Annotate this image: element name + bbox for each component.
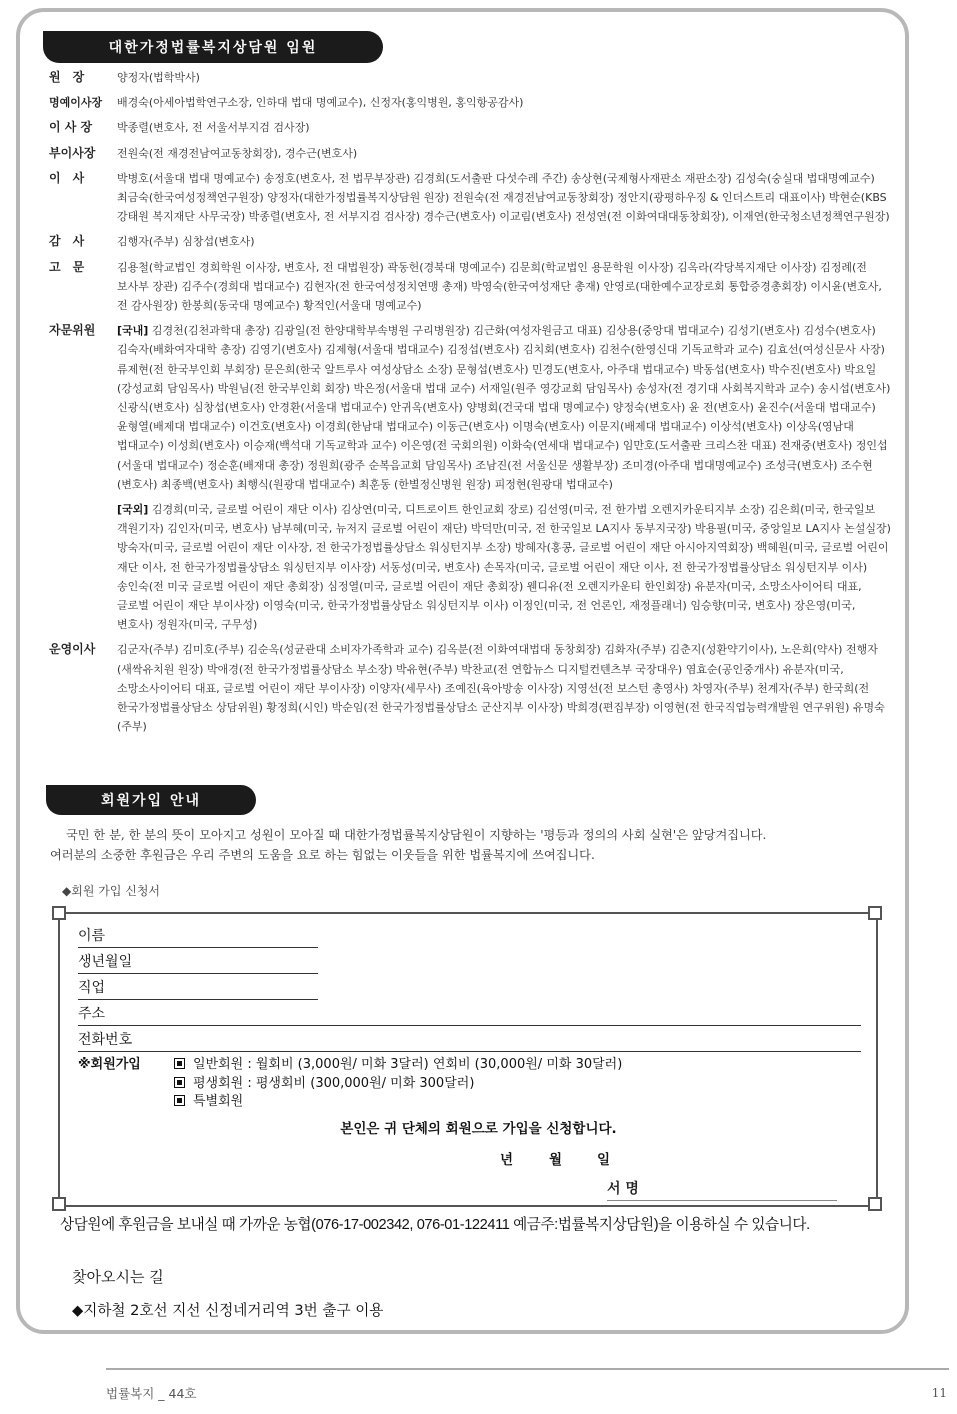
role-label: 자문위원 xyxy=(49,323,96,338)
role-label: 운영이사 xyxy=(49,642,96,657)
corner-ornament xyxy=(52,1197,66,1211)
roster-row xyxy=(49,144,894,163)
footer-rule xyxy=(106,1368,949,1370)
directions-detail: ◆지하철 2호선 지선 신정네거리역 3번 출구 이용 xyxy=(72,1302,384,1319)
roster-row xyxy=(49,93,894,112)
birthdate-field[interactable]: 생년월일 xyxy=(78,951,318,974)
advisors-overseas xyxy=(117,500,894,634)
phone-field[interactable]: 전화번호 xyxy=(78,1029,861,1052)
overseas-list: 김경희(미국, 글로벌 어린이 재단 이사) 김상연(미국, 디트로이트 한인교회 장로) 김선영(미국, 전 한가법 오렌지카운티지부 소장) 김은희(미국, 한국일보 객원기자) 김인자(미국, 변호사) 남부혜(미국, 뉴저지 글로벌 어린이 재단) 박덕만(미국, 전 한국일보 LA지사 동부지국장) 박용필(미국, 중앙일보 LA지사 논설실장) 방숙자(미국, 글로벌 어린이 재단 이사장, 전 한국가정법률상담소 워싱턴지부 소장) 방혜자(홍콩, 글로벌 어린이 재단 아시아지역회장) 백혜원(미국, 글로벌 어린이 재단 이사, 전 한국가정법률상담소 워싱턴지부 이사장) 서동성(미국, 변호사) 손목자(미국, 글로벌 어린이 재단 이사, 전 한국가정법률상담소 워싱턴지부 이사) 송인숙(전 미국 글로벌 어린이 재단 총회장) 심정열(미국, 글로벌 어린이 재단 총회장) 웬디유(전 오렌지카운티 한인회장) 유분자(미국, 소망소사이어티 대표, 글로벌 어린이 재단 부이사장) 이영숙(미국, 한국가정법률상담소 워싱턴지부 이사) 이정인(미국, 전 언론인, 재정플래너) 임승향(미국, 변호사) 장은영(미국, 변호사) 정원자(미국, 구무성) xyxy=(117,503,891,632)
role-members: 박병호(서울대 법대 명예교수) 송정호(변호사, 전 법무부장관) 김경희(도서출판 다섯수레 주간) 송상현(국제형사재판소 재판소장) 김성숙(숭실대 법대명예교수) 최금숙(한국여성정책연구원장) 양정자(대한가정법률복지상담원 원장) 전원숙(전 재경전남여교동창회장) 정안지(광평하우징 & 인더스트리 대표이사) 박현순(KBS 강태원 복지재단 사무국장) 박종렬(변호사, 전 서부지검 검사장) 경수근(변호사) 이교림(변호사) 전성연(전 이화여대대동창회장), 이재연(한국청소년정책연구원장) xyxy=(117,171,890,224)
date-year[interactable]: 년 xyxy=(500,1152,514,1168)
date-day[interactable]: 일 xyxy=(597,1152,611,1168)
plan-option-label: 일반회원 : 월회비 (3,000원/ 미화 3달러) 연회비 (30,000원/ 미화 30달러) xyxy=(193,1057,623,1072)
directions-title: 찾아오시는 길 xyxy=(72,1268,164,1286)
page-number: 11 xyxy=(931,1386,947,1400)
overseas-tag: [국외] xyxy=(117,503,149,517)
donation-bank-note: 상담원에 후원금을 보내실 때 가까운 농협(076-17-002342, 076-01-122411 예금주:법률복지상담원)을 이용하실 수 있습니다. xyxy=(60,1217,810,1233)
roster-row xyxy=(49,321,894,634)
role-members: 전원숙(전 재경전남여교동창회장), 경수근(변호사) xyxy=(117,146,358,160)
membership-title: 회원가입 안내 xyxy=(46,785,256,815)
role-members: 김군자(주부) 김미호(주부) 김순옥(성균관대 소비자가족학과 교수) 김옥분(전 이화여대법대 동창회장) 김화자(주부) 김춘지(성환약기이사), 노은희(약사) 전행자(새싹유치원 원장) 박애경(전 한국가정법률상담소 부소장) 박유현(주부) 박찬교(전 연합뉴스 디지털컨텐츠부 국장대우) 염효순(공인중개사) 유분자(미국, 소망소사이어티 대표, 글로벌 어린이 재단 부이사장) 이양자(세무사) 조예진(육아방송 이사장) 지영선(전 보스턴 총영사) 차영자(주부) 천계자(주부) 한국희(전 한국가정법률상담소 상담위원) 황정희(시인) 박순임(전 한국가정법률상담소 군산지부 이사장) 박희경(편집부장) 이영현(전 한국직업능력개발원 연구위원) 유명숙(주부) xyxy=(117,643,885,734)
membership-intro xyxy=(50,825,895,865)
intro-line: 여러분의 소중한 후원금은 우리 주변의 도움을 요로 하는 힘없는 이웃들을 위한 법률복지에 쓰여집니다. xyxy=(50,848,595,862)
role-label: 이 사 xyxy=(49,170,85,185)
signature-field[interactable]: 서 명 xyxy=(607,1178,837,1201)
plan-option-regular[interactable] xyxy=(174,1056,622,1075)
role-members: 김용철(학교법인 경희학원 이사장, 변호사, 전 대법원장) 곽동헌(경북대 명예교수) 김문희(학교법인 용문학원 이사장) 김옥라(각당복지재단 이사장) 김정례(전 보사부 장관) 김주수(경희대 법대교수) 김현자(전 한국여성정치연맹 총재) 박영숙(한국여성재단 총재) 안영로(대한예수교장로회 통합증경총회장) 이시윤(변호사, 전 감사원장) 한봉희(동국대 명예교수) 황적인(서울대 명예교수) xyxy=(117,260,882,313)
roster-row xyxy=(49,68,894,87)
checkbox-icon[interactable] xyxy=(174,1077,185,1088)
checkbox-icon[interactable] xyxy=(174,1058,185,1069)
role-members: 박종렬(변호사, 전 서울서부지검 검사장) xyxy=(117,121,310,135)
role-label: 고 문 xyxy=(49,259,85,274)
roster-row xyxy=(49,258,894,316)
officers-roster xyxy=(49,68,894,737)
roster-row xyxy=(49,640,894,736)
corner-ornament xyxy=(52,906,66,920)
corner-ornament xyxy=(868,906,882,920)
plan-options xyxy=(174,1056,622,1112)
role-label: 명예이사장 xyxy=(49,96,103,110)
role-label: 부이사장 xyxy=(49,145,96,160)
role-label: 원 장 xyxy=(49,70,85,84)
roster-row xyxy=(49,169,894,227)
checkbox-icon[interactable] xyxy=(174,1095,185,1106)
officers-title: 대한가정법률복지상담원 임원 xyxy=(43,31,383,63)
role-label: 이 사 장 xyxy=(49,120,93,135)
plan-option-special[interactable] xyxy=(174,1093,622,1112)
advisors-domestic xyxy=(117,321,894,494)
role-members: 배경숙(아세아법학연구소장, 인하대 법대 명예교수), 신정자(홍익병원, 홍익항공감사) xyxy=(117,96,524,110)
address-field[interactable]: 주소 xyxy=(78,1003,861,1026)
corner-ornament xyxy=(868,1197,882,1211)
roster-row xyxy=(49,232,894,251)
roster-row xyxy=(49,118,894,137)
domestic-list: 김경천(김천과학대 총장) 김광일(전 한양대학부속병원 구리병원장) 김근화(여성자원금고 대표) 김상용(중앙대 법대교수) 김성기(변호사) 김성수(변호사) 김숙자(배화여자대학 총장) 김영기(변호사) 김제형(서울대 법대교수) 김정섭(변호사) 김치회(변호사) 김천수(한영신대 기독교학과 교수) 김효선(여성신문사 사장) 류제현(전 한국부인회 부회장) 문은희(한국 알트루사 여성상담소 소장) 문형섭(변호사) 민경도(변호사, 아주대 법대교수) 박동섭(변호사) 박수진(변호사) 박요일(강성교회 담임목사) 박원님(전 한국부인회 회장) 박은정(서울대 법대 교수) 서재일(원주 영강교회 담임목사) 송성자(전 경기대 사회복지학과 교수) 송시섭(변호사) 신광식(변호사) 심창섭(변호사) 안경환(서울대 법대교수) 안귀옥(변호사) 양병회(건국대 법대 명예교수) 양정숙(변호사) 윤 전(변호사) 윤진수(서울대 법대교수) 윤형열(배제대 법대교수) 이건호(변호사) 이경희(한남대 법대교수) 이동근(변호사) 이명숙(변호사) 이문지(배제대 법대교수) 이상석(변호사) 이상옥(영남대 법대교수) 이성희(변호사) 이승재(백석대 기독교학과 교수) 이은영(전 국회의원) 이화숙(연세대 법대교수) 임만호(도서출판 크리스찬 대표) 전재중(변호사) 정인섭(서울대 법대교수) 정순훈(배재대 총장) 정원희(광주 순복음교회 담임목사) 조남진(전 서울신문 생활부장) 조미경(아주대 법대명예교수) 조성극(변호사) 조수현(변호사) 최종백(변호사) 최행식(원광대 법대교수) 최훈동 (한별정신병원 원장) 피정현(원광대 법대교수) xyxy=(117,324,891,491)
role-label: 감 사 xyxy=(49,234,85,249)
role-members: 김행자(주부) 심창섭(변호사) xyxy=(117,235,255,249)
plan-option-label: 특별회원 xyxy=(193,1094,244,1109)
plan-option-label: 평생회원 : 평생회비 (300,000원/ 미화 300달러) xyxy=(193,1075,475,1091)
apply-statement: 본인은 귀 단체의 회원으로 가입을 신청합니다. xyxy=(340,1121,617,1137)
form-title: ◆회원 가입 신청서 xyxy=(62,884,161,898)
intro-line: 국민 한 분, 한 분의 뜻이 모아지고 성원이 모아질 때 대한가정법률복지상담원이 지향하는 '평등과 정의의 사회 실현'은 앞당겨집니다. xyxy=(66,828,767,842)
role-members xyxy=(117,321,894,634)
role-members: 양정자(법학박사) xyxy=(117,71,200,84)
occupation-field[interactable]: 직업 xyxy=(78,977,318,1000)
domestic-tag: [국내] xyxy=(117,324,149,338)
plan-option-lifetime[interactable] xyxy=(174,1075,622,1094)
plan-label: ※회원가입 xyxy=(78,1057,141,1072)
name-field[interactable]: 이름 xyxy=(78,925,318,948)
footer-publication: 법률복지 _ 44호 xyxy=(106,1386,197,1401)
date-month[interactable]: 월 xyxy=(549,1152,563,1168)
